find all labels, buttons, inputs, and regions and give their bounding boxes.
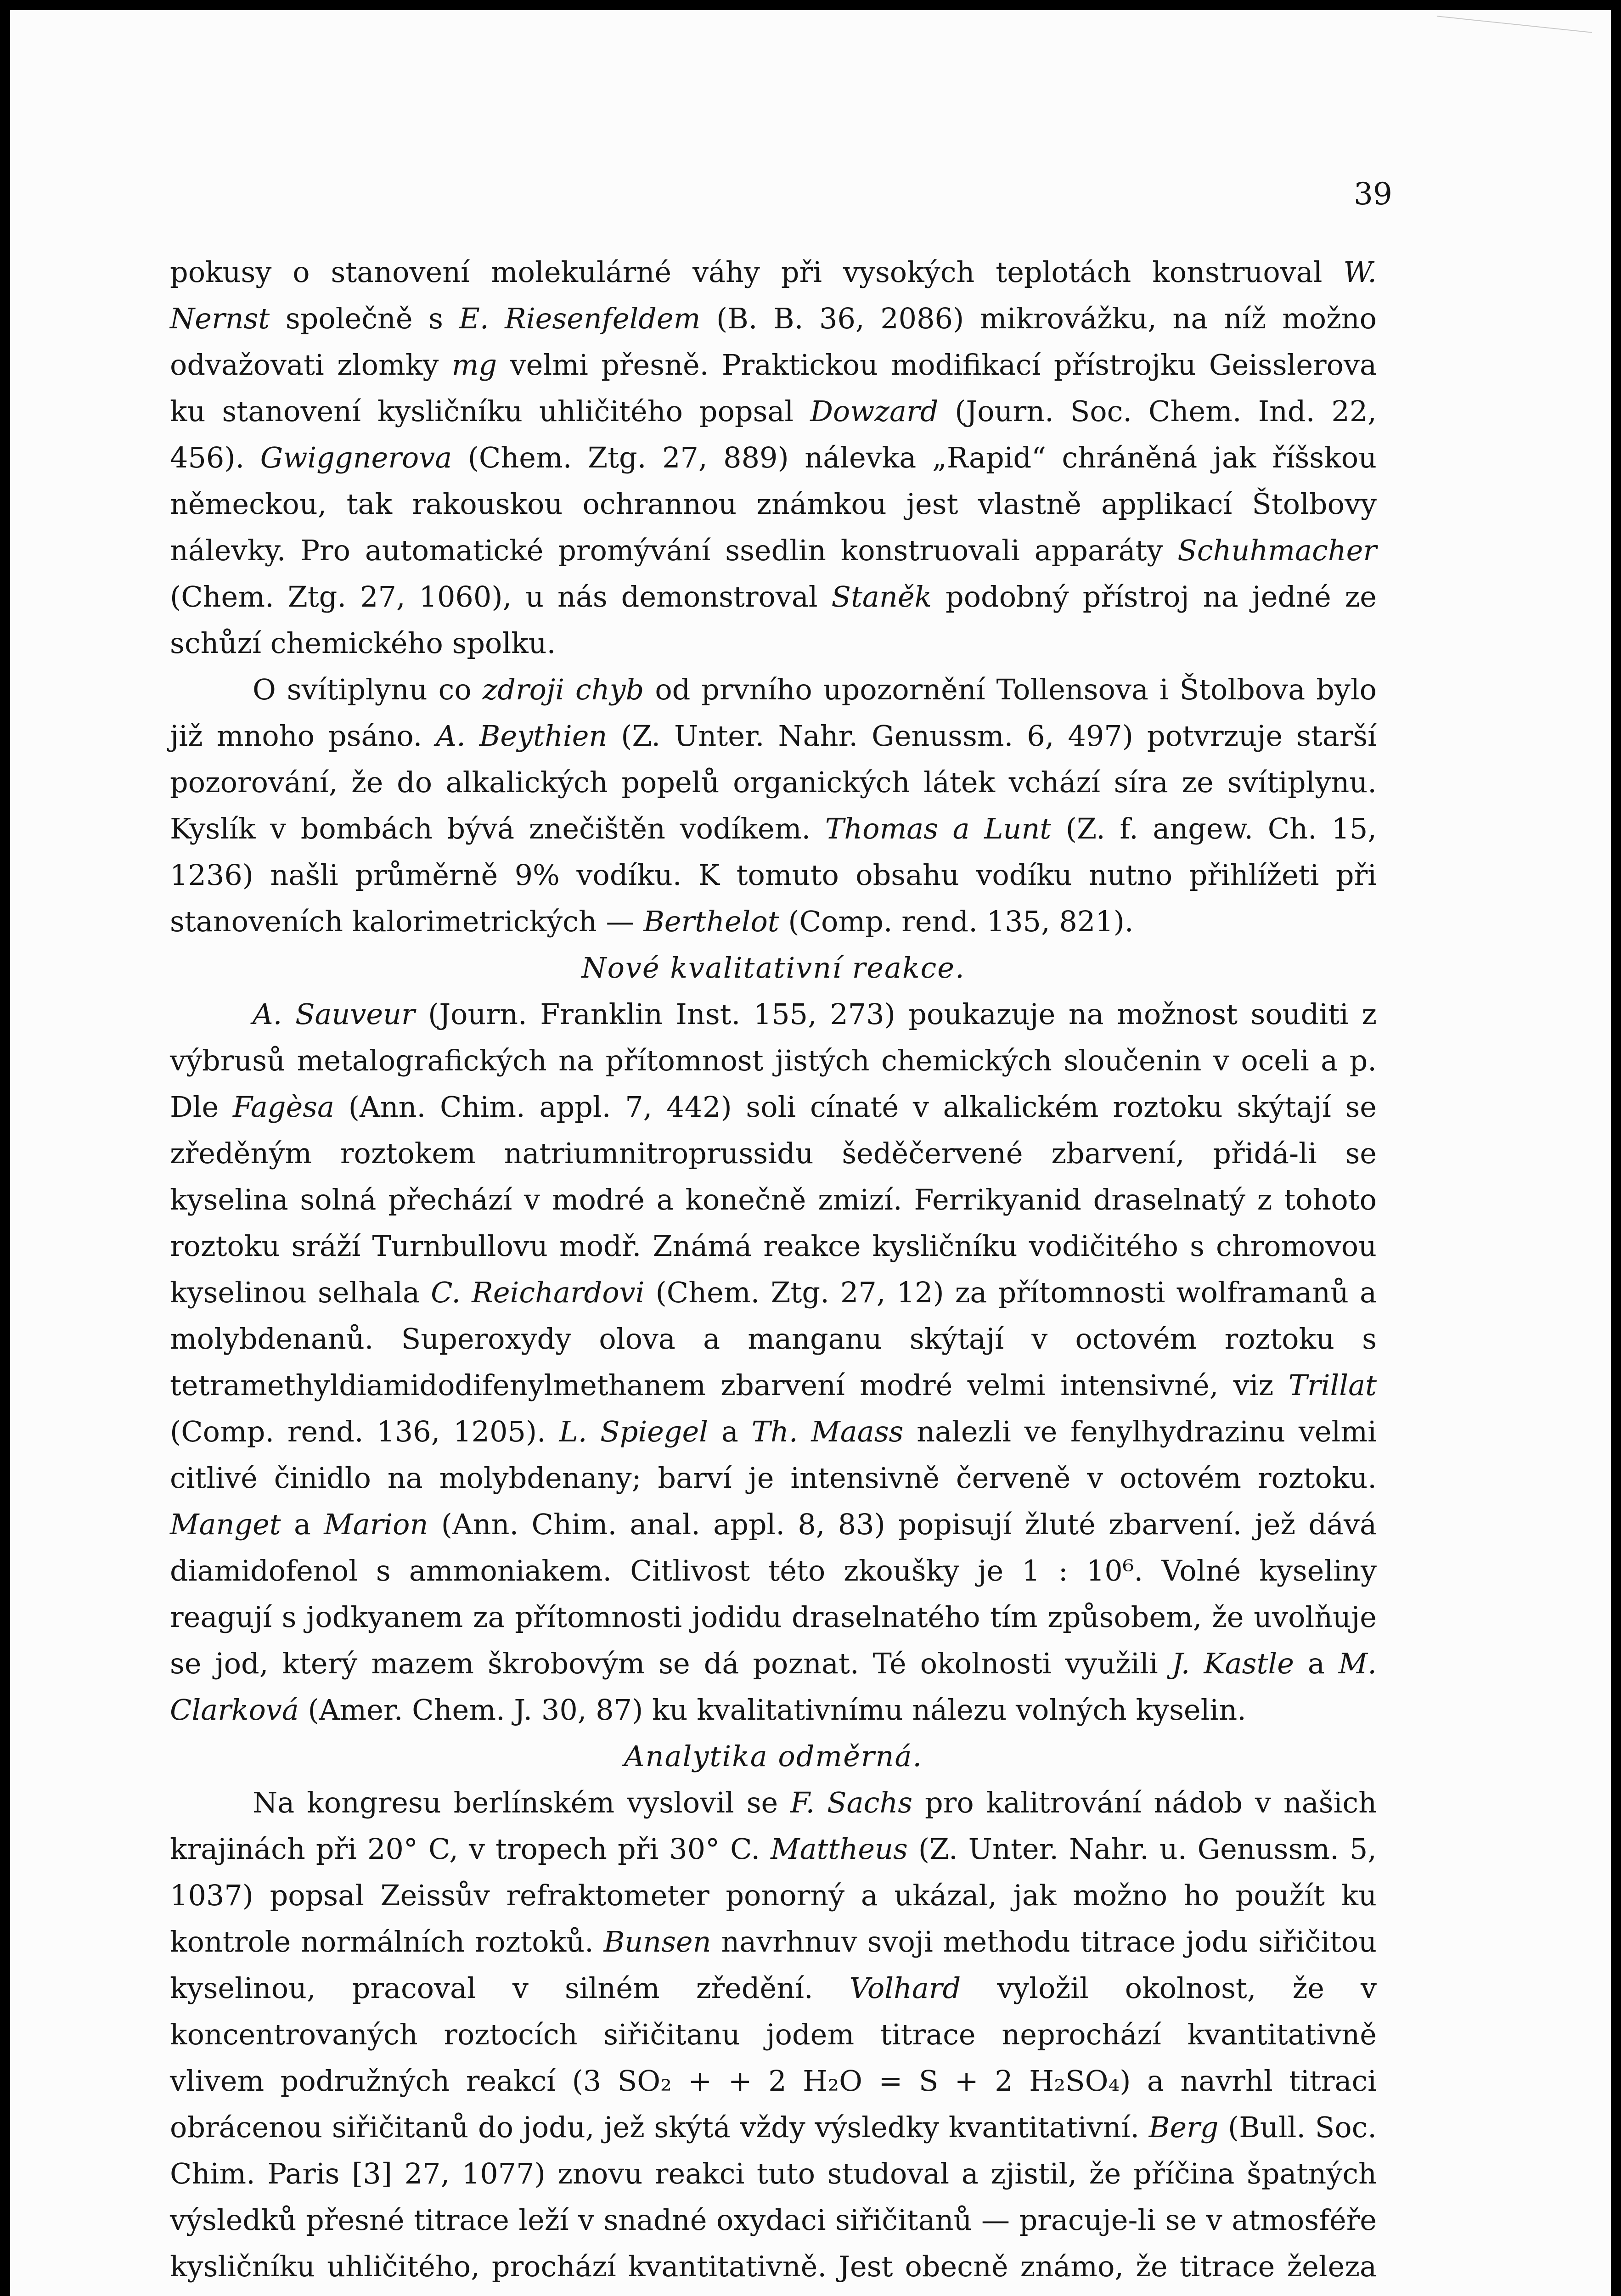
italic-reference: mg	[451, 348, 497, 382]
italic-reference: Marion	[324, 1508, 428, 1541]
italic-reference: Berg	[1148, 2110, 1219, 2144]
text-run: (Ann. Chim. anal. appl. 8, 83) popisují žluté zbarvení. jež dává diamidofenol s ammoniakem. Citlivost této zkoušky je 1 : 10⁶. Volné kyseliny reagují s jodkyanem za přítomnosti jodidu draselnatého tím způsobem, že uvolňuje se jod, který mazem škrobovým se dá poznat. Té okolnosti využili	[170, 1508, 1377, 1680]
section-heading	[170, 945, 1377, 991]
italic-reference: Staněk	[831, 580, 932, 613]
italic-reference: Mattheus	[771, 1832, 908, 1866]
text-run: (Journ. Franklin Inst. 155, 273) poukazuje na možnost souditi z výbrusů metalografických na přítomnost jistých chemických sloučenin v oceli a p. Dle	[170, 997, 1377, 1124]
italic-reference: A. Sauveur	[253, 997, 415, 1031]
italic-reference: Th. Maass	[751, 1415, 904, 1448]
text-run: pro kalitrování nádob v našich krajinách při 20° C, v tropech při 30° C.	[170, 1786, 1377, 1866]
italic-reference: zdroji chyb	[482, 673, 644, 706]
italic-reference: J. Kastle	[1171, 1647, 1294, 1680]
text-run: a	[708, 1415, 752, 1448]
italic-reference: A. Beythien	[436, 719, 608, 753]
italic-reference: F. Sachs	[790, 1786, 913, 1819]
text-run: (Journ. Soc. Chem. Ind. 22, 456).	[170, 394, 1377, 474]
italic-reference: Schuhmacher	[1177, 534, 1377, 567]
text-run: (B. B. 36, 2086) mikrovážku, na níž možno odvažovati zlomky	[170, 302, 1377, 382]
book-page	[10, 10, 1611, 2296]
text-run: nalezli ve fenylhydrazinu velmi citlivé činidlo na molybdenany; barví je intensivně červeně v octovém roztoku.	[170, 1415, 1377, 1495]
body-paragraph	[170, 1779, 1377, 2296]
text-run: od prvního upozornění Tollensova i Štolbova bylo již mnoho psáno.	[170, 673, 1377, 753]
text-run: (Chem. Ztg. 27, 1060), u nás demonstroval	[170, 580, 832, 613]
italic-reference: Thomas a Lunt	[825, 812, 1052, 845]
text-run: (Chem. Ztg. 27, 12) za přítomnosti wolframanů a molybdenanů. Superoxydy olova a manganu skýtají v octovém roztoku s tetramethyldiamidodifenylmethanem zbarvení modré velmi intensivné, viz	[170, 1276, 1377, 1402]
italic-reference: W. Nernst	[170, 255, 1377, 335]
italic-reference: L. Spiegel	[559, 1415, 709, 1448]
italic-reference: M. Clarková	[170, 1647, 1377, 1727]
text-run: vyložil okolnost, že v koncentrovaných roztocích siřičitanu jodem titrace neprochází kvantitativně vlivem podružných reakcí (3 SO₂ + + 2 H₂O = S + 2 H₂SO₄) a navrhl titraci obrácenou siřičitanů do jodu, jež skýtá vždy výsledky kvantitativní.	[170, 1971, 1377, 2144]
italic-reference: E. Riesenfeldem	[459, 302, 701, 335]
italic-reference: Manget	[170, 1508, 281, 1541]
text-run: (Comp. rend. 136, 1205).	[170, 1415, 559, 1448]
italic-reference: Fagèsa	[233, 1090, 334, 1124]
body-paragraph	[170, 991, 1377, 1733]
text-run: (Z. f. angew. Ch. 15, 1236) našli průměrně 9% vodíku. K tomuto obsahu vodíku nutno přihlížeti při stanoveních kalorimetrických —	[170, 812, 1377, 938]
text-run: (Ann. Chim. appl. 7, 442) soli cínaté v alkalickém roztoku skýtají se zředěným roztokem natriumnitroprussidu šeděčervené zbarvení, přidá-li se kyselina solná přechází v modré a konečně zmizí. Ferrikyanid draselnatý z tohoto roztoku sráží Turnbullovu modř. Známá reakce kysličníku vodičitého s chromovou kyselinou selhala	[170, 1090, 1377, 1309]
italic-reference: Dowzard	[810, 394, 939, 428]
italic-reference: Trillat	[1288, 1368, 1377, 1402]
text-run: a	[281, 1508, 324, 1541]
text-run: (Z. Unter. Nahr. Genussm. 6, 497) potvrzuje starší pozorování, že do alkalických popelů organických látek vchází síra ze svítiplynu. Kyslík v bombách bývá znečištěn vodíkem.	[170, 719, 1377, 845]
text-run: (Amer. Chem. J. 30, 87) ku kvalitativnímu nálezu volných kyselin.	[298, 1693, 1246, 1727]
body-paragraph	[170, 249, 1377, 666]
italic-reference: Berthelot	[643, 905, 779, 938]
text-run: (Z. Unter. Nahr. u. Genussm. 5, 1037) popsal Zeissův refraktometer ponorný a ukázal, jak možno ho použít ku kontrole normálních roztoků.	[170, 1832, 1377, 1958]
italic-reference: Bunsen	[603, 1925, 711, 1958]
italic-reference: C. Reichardovi	[431, 1276, 645, 1309]
page-text	[170, 249, 1377, 2296]
text-run: pokusy o stanovení molekulárné váhy při vysokých teplotách konstruoval	[170, 255, 1344, 289]
italic-reference: Gwiggnerova	[260, 441, 452, 474]
text-run: společně s	[270, 302, 459, 335]
text-run: (Comp. rend. 135, 821).	[779, 905, 1134, 938]
italic-reference: Volhard	[849, 1971, 961, 2005]
text-run: (Bull. Soc. Chim. Paris [3] 27, 1077) znovu reakci tuto studoval a zjistil, že příčina špatných výsledků přesné titrace leží v snadné oxydaci siřičitanů — pracuje-li se v atmosféře kysličníku uhličitého, prochází kvantitativně. Jest obecně známo, že titrace železa	[170, 2110, 1377, 2283]
text-run: velmi přesně. Praktickou modifikací přístrojku Geisslerova ku stanovení kysličníku uhličitého popsal	[170, 348, 1377, 428]
scan-edge-mark	[1437, 16, 1592, 33]
text-run: navrhnuv svoji methodu titrace jodu siřičitou kyselinou, pracoval v silném zředění.	[170, 1925, 1377, 2005]
text-run: a	[1294, 1647, 1339, 1680]
text-run: Nové kvalitativní reakce.	[581, 951, 965, 985]
page-number: 39	[1354, 176, 1392, 212]
text-run: Analytika odměrná.	[624, 1739, 923, 1773]
section-heading	[170, 1733, 1377, 1779]
text-run: O svítiplynu co	[253, 673, 483, 706]
body-paragraph	[170, 666, 1377, 945]
text-run: podobný přístroj na jedné ze schůzí chemického spolku.	[170, 580, 1377, 660]
text-run: (Chem. Ztg. 27, 889) nálevka „Rapid“ chráněná jak říšskou německou, tak rakouskou ochrannou známkou jest vlastně applikací Štolbovy nálevky. Pro automatické promývání ssedlin konstruovali apparáty	[170, 441, 1377, 567]
text-run: Na kongresu berlínském vyslovil se	[253, 1786, 791, 1819]
